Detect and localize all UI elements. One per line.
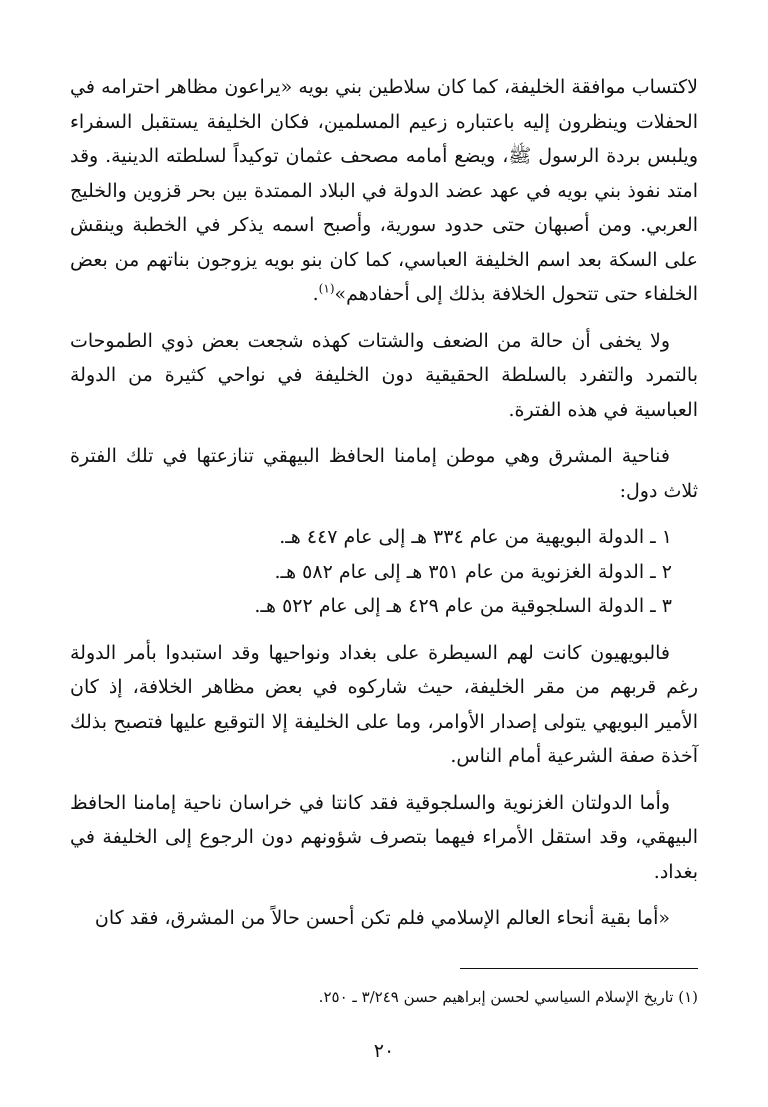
- list-item: ١ ـ الدولة البويهية من عام ٣٣٤ هـ إلى عام ٤٤٧ هـ.: [279, 526, 672, 548]
- page-body: [70, 70, 698, 948]
- paragraph-2: ولا يخفى أن حالة من الضعف والشتات كهذه شجعت بعض ذوي الطموحات بالتمرد والتفرد بالسلطة الحقيقية دون الخليفة في نواحي كثيرة من الدولة العباسية في هذه الفترة.: [70, 329, 698, 421]
- footnote-separator: [460, 968, 698, 969]
- paragraph-1-text: لاكتساب موافقة الخليفة، كما كان سلاطين بني بويه «يراعون مظاهر احترامه في الحفلات وينظرون إليه باعتباره زعيم المسلمين، فكان الخليفة يستقبل السفراء ويلبس بردة الرسول ﷺ، ويضع أمامه مصحف عثمان توكيداً لسلطته الدينية. وقد امتد نفوذ بني بويه في عهد عضد الدولة في البلاد الممتدة بين بحر قزوين والخليج العربي. ومن أصبهان حتى حدود سورية، وأصبح اسمه يذكر في الخطبة وينقش على السكة بعد اسم الخليفة العباسي، كما كان بنو بويه يزوجون بناتهم من بعض الخلفاء حتى تتحول الخلافة بذلك إلى أحفادهم»: [70, 76, 698, 305]
- paragraph-6: «أما بقية أنحاء العالم الإسلامي فلم تكن أحسن حالاً من المشرق، فقد كان: [94, 907, 670, 929]
- paragraph-4: فالبويهيون كانت لهم السيطرة على بغداد ونواحيها وقد استبدوا بأمر الدولة رغم قربهم من مقر الخليفة، حيث شاركوه في بعض مظاهر الخلافة، إذ كان الأمير البويهي يتولى إصدار الأوامر، وما على الخليفة إلا التوقيع عليها فتصبح بذلك آخذة صفة الشرعية أمام الناس.: [70, 641, 698, 767]
- page-number: ٢٠: [373, 1040, 395, 1062]
- paragraph-5: وأما الدولتان الغزنوية والسلجوقية فقد كانتا في خراسان ناحية إمامنا الحافظ البيهقي، وقد استقل الأمراء فيهما بتصرف شؤونهم دون الرجوع إلى الخليفة في بغداد.: [70, 791, 698, 883]
- footnote-reference: (١): [318, 281, 335, 296]
- footnote: (١) تاريخ الإسلام السياسي لحسن إبراهيم حسن ٣/٢٤٩ ـ ٢٥٠.: [318, 988, 698, 1006]
- paragraph-1-end: .: [312, 283, 319, 305]
- list-item: ٢ ـ الدولة الغزنوية من عام ٣٥١ هـ إلى عام ٥٨٢ هـ.: [274, 560, 672, 583]
- list-item: ٣ ـ الدولة السلجوقية من عام ٤٢٩ هـ إلى عام ٥٢٢ هـ.: [254, 595, 672, 617]
- dynasty-list: [70, 520, 698, 624]
- paragraph-1: [70, 70, 698, 312]
- paragraph-3: فناحية المشرق وهي موطن إمامنا الحافظ البيهقي تنازعتها في تلك الفترة ثلاث دول:: [70, 445, 698, 502]
